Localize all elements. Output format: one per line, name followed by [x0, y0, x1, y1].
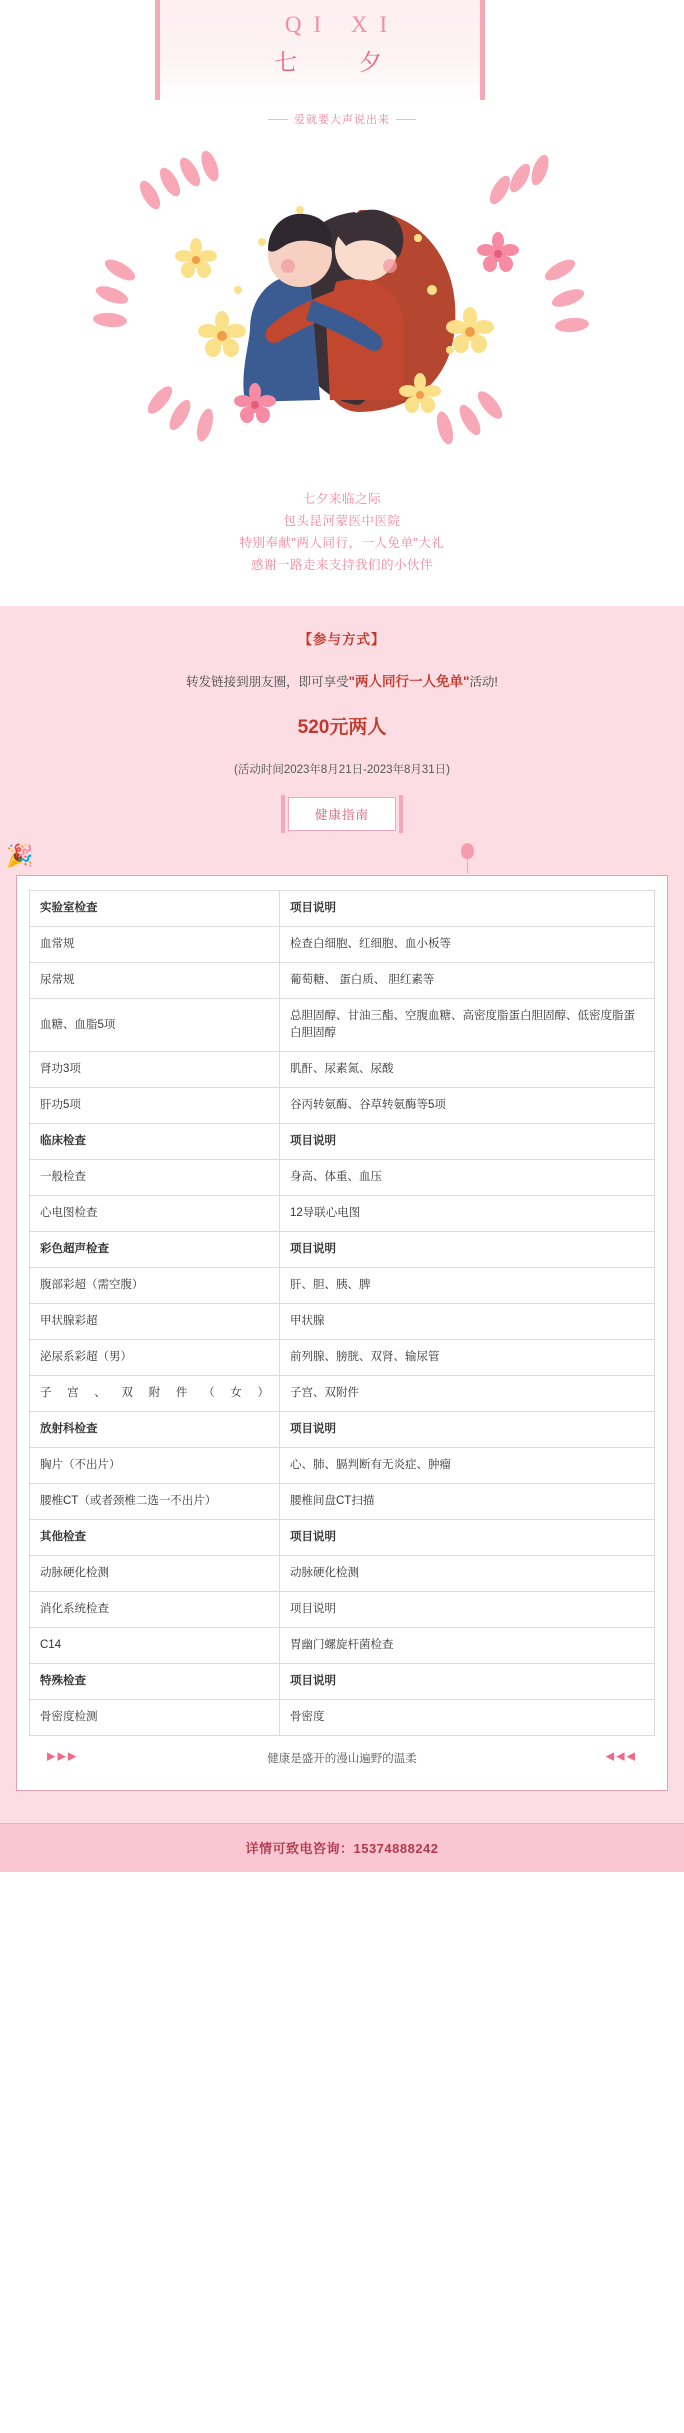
table-cell-description: 项目说明 — [280, 1412, 655, 1448]
table-cell-item: 实验室检查 — [30, 891, 280, 927]
contact-footer-bar[interactable] — [0, 1823, 684, 1872]
poem-block — [0, 450, 684, 606]
table-cell-description: 项目说明 — [280, 1124, 655, 1160]
table-cell-description: 项目说明 — [280, 1592, 655, 1628]
table-cell-description: 项目说明 — [280, 1520, 655, 1556]
table-row — [30, 1448, 655, 1484]
table-cell-item: C14 — [30, 1628, 280, 1664]
table-cell-item: 骨密度检测 — [30, 1700, 280, 1736]
table-cell-item: 甲状腺彩超 — [30, 1304, 280, 1340]
table-section-row — [30, 1232, 655, 1268]
table-section-row — [30, 1664, 655, 1700]
activity-period: (活动时间2023年8月21日-2023年8月31日) — [233, 764, 451, 776]
table-cell-description: 肌酐、尿素氮、尿酸 — [280, 1052, 655, 1088]
arrows-left-icon: ▶▶▶ — [47, 1750, 79, 1763]
table-cell-description: 甲状腺 — [280, 1304, 655, 1340]
table-cell-item: 尿常规 — [30, 963, 280, 999]
table-cell-item: 泌尿系彩超（男） — [30, 1340, 280, 1376]
closing-note-text: 健康是盛开的漫山遍野的温柔 — [267, 1753, 417, 1765]
health-guide-button[interactable]: 健康指南 — [288, 797, 396, 831]
table-section-row — [30, 1124, 655, 1160]
table-cell-description: 12导联心电图 — [280, 1196, 655, 1232]
table-row — [30, 1160, 655, 1196]
table-cell-description: 腰椎间盘CT扫描 — [280, 1484, 655, 1520]
join-method-title: 【参与方式】 — [298, 632, 386, 647]
table-row — [30, 1088, 655, 1124]
table-cell-description: 项目说明 — [280, 1232, 655, 1268]
couple-illustration — [0, 150, 684, 450]
table-cell-item: 动脉硬化检测 — [30, 1556, 280, 1592]
table-cell-item: 临床检查 — [30, 1124, 280, 1160]
table-row — [30, 1592, 655, 1628]
table-cell-description: 胃幽门螺旋杆菌检查 — [280, 1628, 655, 1664]
slogan-text: 爱就要大声说出来 — [268, 111, 416, 127]
table-row — [30, 1304, 655, 1340]
table-row — [30, 1268, 655, 1304]
table-row — [30, 1376, 655, 1412]
table-cell-item: 一般检查 — [30, 1160, 280, 1196]
bottom-spacer — [0, 1799, 684, 1823]
table-cell-item: 腹部彩超（需空腹） — [30, 1268, 280, 1304]
table-cell-description: 身高、体重、血压 — [280, 1160, 655, 1196]
table-cell-description: 检查白细胞、红细胞、血小板等 — [280, 927, 655, 963]
price-label: 520元两人 — [297, 717, 387, 738]
contact-phone-text: 详情可致电咨询：15374888242 — [245, 1841, 439, 1856]
table-cell-description: 前列腺、膀胱、双肾、输尿管 — [280, 1340, 655, 1376]
table-cell-description: 葡萄糖、 蛋白质、 胆红素等 — [280, 963, 655, 999]
table-cell-description: 谷丙转氨酶、谷草转氨酶等5项 — [280, 1088, 655, 1124]
table-row — [30, 1700, 655, 1736]
share-prefix: 转发链接到朋友圈，即可享受 — [186, 675, 349, 689]
qixi-latin-title: QI XI — [284, 12, 400, 37]
table-cell-item: 血糖、血脂5项 — [30, 999, 280, 1052]
table-cell-item: 肝功5项 — [30, 1088, 280, 1124]
table-cell-item: 其他检查 — [30, 1520, 280, 1556]
table-section-row — [30, 1520, 655, 1556]
qixi-chinese-title: 七 夕 — [274, 50, 410, 75]
table-row — [30, 1196, 655, 1232]
table-cell-item: 心电图检查 — [30, 1196, 280, 1232]
table-cell-description: 心、肺、膈判断有无炎症、肿瘤 — [280, 1448, 655, 1484]
table-cell-description: 项目说明 — [280, 1664, 655, 1700]
slogan-wrapper — [0, 110, 684, 128]
table-row — [30, 1052, 655, 1088]
promo-section — [0, 606, 684, 857]
table-cell-item: 腰椎CT（或者颈椎二选一不出片） — [30, 1484, 280, 1520]
illustration-svg — [0, 150, 684, 450]
table-cell-item: 放射科检查 — [30, 1412, 280, 1448]
balloon-icon — [461, 843, 474, 859]
table-cell-description: 项目说明 — [280, 891, 655, 927]
poem-line: 感谢一路走来支持我们的小伙伴 — [250, 558, 433, 572]
table-row — [30, 927, 655, 963]
table-cell-description: 子宫、双附件 — [280, 1376, 655, 1412]
table-cell-item: 子宫、双附件（女） — [30, 1376, 280, 1412]
header — [0, 0, 684, 150]
exam-items-table — [29, 890, 655, 1736]
table-section-row — [30, 891, 655, 927]
poem-line: 包头昆河蒙医中医院 — [283, 514, 401, 528]
table-row — [30, 963, 655, 999]
table-section-row — [30, 1412, 655, 1448]
table-row — [30, 1484, 655, 1520]
table-cell-item: 肾功3项 — [30, 1052, 280, 1088]
poem-line: 特别奉献"两人同行，一人免单"大礼 — [239, 536, 445, 550]
exam-table-card — [16, 875, 668, 1791]
table-cell-item: 胸片（不出片） — [30, 1448, 280, 1484]
table-row — [30, 999, 655, 1052]
ribbon-icon: 🎉 — [6, 843, 34, 868]
table-cell-item: 消化系统检查 — [30, 1592, 280, 1628]
table-cell-item: 特殊检查 — [30, 1664, 280, 1700]
closing-note — [29, 1736, 655, 1776]
table-cell-description: 骨密度 — [280, 1700, 655, 1736]
exam-table-wrapper — [0, 843, 684, 1799]
table-row — [30, 1340, 655, 1376]
table-cell-item: 血常规 — [30, 927, 280, 963]
table-row — [30, 1628, 655, 1664]
table-row — [30, 1556, 655, 1592]
table-cell-description: 动脉硬化检测 — [280, 1556, 655, 1592]
arrows-right-icon: ◀◀◀ — [605, 1750, 637, 1763]
share-highlight: "两人同行一人免单" — [348, 674, 470, 689]
poem-line: 七夕来临之际 — [302, 492, 381, 506]
table-cell-item: 彩色超声检查 — [30, 1232, 280, 1268]
share-suffix: 活动! — [469, 675, 498, 689]
table-cell-description: 肝、胆、胰、脾 — [280, 1268, 655, 1304]
share-instruction — [0, 670, 684, 690]
table-cell-description: 总胆固醇、甘油三酯、空腹血糖、高密度脂蛋白胆固醇、低密度脂蛋白胆固醇 — [280, 999, 655, 1052]
